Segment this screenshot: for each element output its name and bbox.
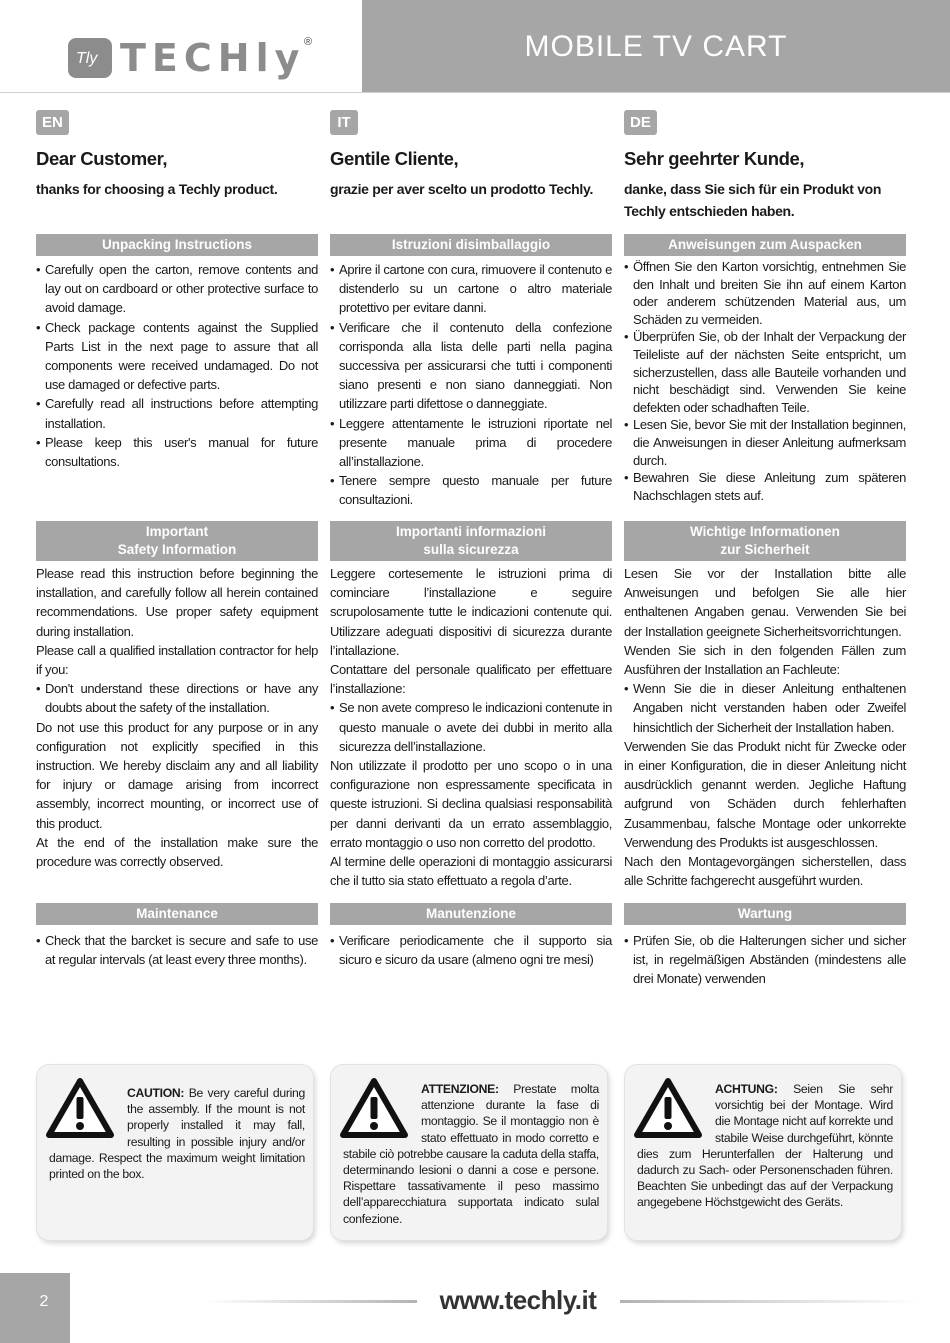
list-item: • Bewahren Sie diese Anleitung zum späteren Nachschlagen stets auf. [624, 469, 906, 504]
section-title-line: Importanti informazioni [396, 524, 546, 539]
list-item: • Lesen Sie, bevor Sie mit der Installation beginnen, die Anweisungen in dieser Anleitung aufmerksam durch. [624, 416, 906, 469]
section-title: Wartung [624, 903, 906, 925]
section-title-line: Safety Information [117, 542, 237, 557]
maintenance-section-de [624, 903, 906, 989]
techly-logo [68, 32, 328, 92]
lang-badge-en: EN [36, 110, 69, 135]
lang-badge-de: DE [624, 110, 657, 135]
unpacking-list [330, 260, 612, 510]
caution-label: ACHTUNG: [715, 1082, 778, 1096]
maintenance-section-it [330, 903, 612, 969]
caution-box-en [37, 1065, 313, 1240]
list-item: • Leggere attentamente le istruzioni riportate nel presente manuale prima di procedere all’installazione. [330, 414, 612, 472]
paragraph: Please call a qualified installation contractor for help if you: [36, 642, 318, 678]
footer-divider-left [205, 1300, 417, 1303]
section-title [36, 521, 318, 561]
unpacking-section-it [330, 234, 612, 510]
caution-message: Seien Sie sehr vorsichtig bei der Montage. Wird die Montage nicht auf korrekte und stabile Weise durchgeführt, könnte dies zum Herunterfallen der Halterung und dadurch zu Sach- oder Personenschaden führen. Beachten Sie unbedingt das auf der Verpackung angegebene Höchstgewicht des Geräts. [637, 1082, 893, 1210]
caution-message: Prestate molta attenzione durante la fase di montaggio. Se il montaggio non è stato effettuato in modo corretto e stabile ciò potrebbe causare la caduta della staffa, determinando lesioni o danni a cose e persone. Rispettare tassativamente il peso massimo dell’apparecchiatura supportata indicato sulal confezione. [343, 1082, 599, 1226]
paragraph: Al termine delle operazioni di montaggio assicurarsi che il tutto sia stato effettuato a regola d’arte. [330, 854, 612, 889]
section-title-line: Important [145, 524, 209, 539]
maintenance-list [36, 931, 318, 969]
unpacking-list [624, 258, 906, 504]
logo-badge [68, 38, 112, 78]
list-item: • Please keep this user's manual for future consultations. [36, 433, 318, 471]
safety-body [624, 564, 906, 890]
page-number: 2 [39, 1293, 49, 1310]
safety-list [624, 679, 906, 737]
section-title: Istruzioni disimballaggio [330, 234, 612, 256]
unpacking-section-en [36, 234, 318, 471]
list-item: • Check package contents against the Supplied Parts List in the next page to assure that all components were received undamaged. Do not use damaged or defective parts. [36, 318, 318, 395]
section-title [624, 521, 906, 561]
caution-text-it [343, 1081, 599, 1227]
section-title-line: sulla sicurezza [423, 542, 519, 557]
paragraph: Non utilizzate il prodotto per uno scopo o in una configurazione non espressamente specificata in queste istruzioni. Si declina qualsiasi responsabilità per danni derivanti da un errato assemblaggio, errato montaggio o uso non corretto del prodotto. [330, 758, 612, 850]
column-de [624, 110, 906, 987]
column-it [330, 110, 612, 968]
maintenance-list [330, 931, 612, 969]
section-title-line: zur Sicherheit [720, 542, 810, 557]
paragraph: Leggere cortesemente le istruzioni prima di cominciare l’installazione e seguire scrupolosamente tutte le indicazioni contenute qui. Utilizzare adeguati dispositivi di sicurezza durante l’intallazione. [330, 566, 612, 658]
registered-mark: ® [304, 36, 313, 48]
list-item: • Wenn Sie die in dieser Anleitung enthaltenen Angaben nicht verstanden haben oder Zweifel hinsichtlich der Sicherheit der Installation haben. [624, 679, 906, 737]
lang-badge-it: IT [330, 110, 358, 135]
safety-section-en [36, 521, 318, 871]
section-title: Maintenance [36, 903, 318, 925]
caution-text-en [49, 1085, 305, 1182]
list-item: • Prüfen Sie, ob die Halterungen sicher und sicher ist, in regelmäßigen Abständen (mindestens alle drei Monate) verwenden [624, 931, 906, 989]
column-en [36, 110, 318, 968]
logo-wordmark: TECHly [120, 36, 306, 80]
caution-label: CAUTION: [127, 1086, 185, 1100]
caution-box-it [331, 1065, 607, 1240]
paragraph: Do not use this product for any purpose or in any configuration not explicitly specified in this instruction. We hereby disclaim any and all liability for injury or damage arising from incorrect assembly, incorrect mounting, or incorrect use of this product. [36, 719, 318, 831]
product-title: MOBILE TV CART [524, 30, 788, 63]
safety-list [36, 679, 318, 717]
section-title: Unpacking Instructions [36, 234, 318, 256]
caution-label: ATTENZIONE: [421, 1082, 499, 1096]
paragraph: At the end of the installation make sure the procedure was correctly observed. [36, 834, 318, 870]
website-link[interactable]: www.techly.it [439, 1285, 597, 1315]
list-item: • Überprüfen Sie, ob der Inhalt der Verpackung der Teileliste auf der nächsten Seite entspricht, um sicherzustellen, dass alle Bauteile vorhanden und nicht beschädigt sind. Verwenden Sie keine defekten oder schadhaften Teile. [624, 328, 906, 416]
list-item: • Aprire il cartone con cura, rimuovere il contenuto e distenderlo su un cartone o altro materiale protettivo per evitare danni. [330, 260, 612, 318]
safety-body [330, 564, 612, 890]
safety-list [330, 698, 612, 756]
greeting-it: Gentile Cliente, [330, 148, 459, 169]
paragraph: Verwenden Sie das Produkt nicht für Zwecke oder in einer Konfiguration, die in dieser Anleitung nicht ausdrücklich genannt werden. Jegliche Haftung aufgrund von Schäden durch fehlerhaften Zusammenbau, falsche Montage oder unkorrekte Verwendung des Produkts ist ausgeschlossen. [624, 738, 906, 850]
paragraph: Lesen Sie vor der Installation bitte alle Anweisungen und befolgen Sie alle hier enthaltenen Angaben genau. Verwenden Sie bei der Installation geeignete Sicherheitsvorrichtungen. [624, 566, 906, 639]
safety-body [36, 564, 318, 871]
thanks-it: grazie per aver scelto un prodotto Techly. [330, 181, 594, 197]
list-item: • Tenere sempre questo manuale per future consultazioni. [330, 471, 612, 509]
unpacking-list [36, 260, 318, 471]
footer-divider-right [620, 1300, 920, 1303]
section-title [330, 521, 612, 561]
list-item: • Verificare periodicamente che il supporto sia sicuro e sicuro da usare (almeno ogni tre mesi) [330, 931, 612, 969]
maintenance-section-en [36, 903, 318, 969]
thanks-de: danke, dass Sie sich für ein Produkt von Techly entschieden haben. [624, 181, 882, 219]
maintenance-list [624, 931, 906, 989]
list-item: • Verificare che il contenuto della confezione corrisponda alla lista delle parti nella pagina successiva per assicurarsi che tutti i componenti siano presenti e non siano danneggiati. Non utilizzare parti difettose o danneggiate. [330, 318, 612, 414]
list-item: • Carefully open the carton, remove contents and lay out on cardboard or other protective surface to avoid damage. [36, 260, 318, 318]
caution-text-de [637, 1081, 893, 1211]
header-divider [0, 92, 950, 93]
section-title: Manutenzione [330, 903, 612, 925]
list-item: • Carefully read all instructions before attempting installation. [36, 394, 318, 432]
greeting-en: Dear Customer, [36, 148, 168, 169]
list-item: • Öffnen Sie den Karton vorsichtig, entnehmen Sie den Inhalt und breiten Sie ihn auf einem Karton oder anderem schützenden Material aus, um Schäden zu vermeiden. [624, 258, 906, 328]
greeting-de: Sehr geehrter Kunde, [624, 148, 805, 169]
caution-message: Be very careful during the assembly. If the mount is not properly installed it may fall, resulting in possible injury and/or damage. Respect the maximum weight limitation printed on the box. [49, 1086, 305, 1182]
paragraph: Please read this instruction before beginning the installation, and carefully follow all herein contained recommendations. Use proper safety equipment during installation. [36, 566, 318, 639]
unpacking-section-de [624, 234, 906, 504]
section-title-line: Wichtige Informationen [690, 524, 840, 539]
safety-section-it [330, 521, 612, 890]
section-title: Anweisungen zum Auspacken [624, 234, 906, 256]
thanks-en: thanks for choosing a Techly product. [36, 181, 278, 197]
paragraph: Contattare del personale qualificato per effettuare l’installazione: [330, 662, 612, 697]
caution-box-de [625, 1065, 901, 1240]
paragraph: Wenden Sie sich in den folgenden Fällen zum Ausführen der Installation an Fachleute: [624, 642, 906, 678]
logo-badge-text: Tly [76, 50, 98, 67]
list-item: • Check that the barcket is secure and safe to use at regular intervals (at least every three months). [36, 931, 318, 969]
list-item: • Don't understand these directions or have any doubts about the safety of the installation. [36, 679, 318, 717]
list-item: • Se non avete compreso le indicazioni contenute in questo manuale o avete dei dubbi in merito alla sicurezza dell’installazione. [330, 698, 612, 756]
safety-section-de [624, 521, 906, 890]
paragraph: Nach den Montagevorgängen sicherstellen, dass alle Schritte fachgerecht ausgeführt wurden. [624, 854, 906, 889]
